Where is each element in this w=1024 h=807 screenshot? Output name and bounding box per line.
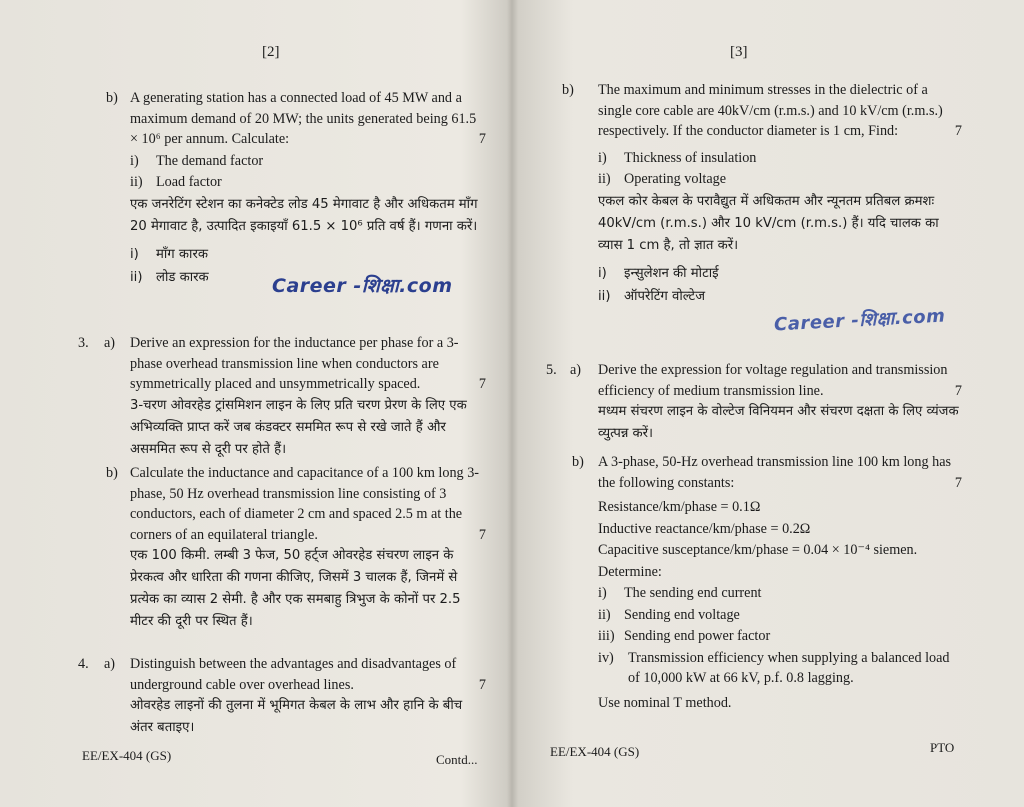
question-label: b) (106, 90, 118, 106)
right-page (512, 0, 1024, 807)
question-text: Derive the expression for voltage regulation and transmission efficiency of medium transmission line. 7 (598, 360, 962, 401)
question-label: a) (104, 656, 116, 672)
hindi-text: एक जनरेटिंग स्टेशन का कनेक्टेड लोड 45 मेगावाट है और अधिकतम माँग 20 मेगावाट है, उत्पादित इकाइयाँ 61.5 × 10⁶ प्रति वर्ष हैं। गणना करें। (130, 196, 478, 234)
question-number: 5. (546, 362, 557, 378)
marks: 7 (478, 526, 486, 543)
marks: 7 (954, 474, 962, 491)
sub-item: i) माँग कारक (130, 246, 208, 262)
question-label: b) (572, 454, 584, 470)
marks: 7 (478, 131, 486, 147)
sub-item: ii) Load factor (130, 174, 222, 190)
footer-code: EE/EX-404 (GS) (82, 748, 172, 763)
question-text: A 3-phase, 50-Hz overhead transmission line 100 km long has the following constants: 7 (598, 452, 962, 493)
marks: 7 (478, 676, 486, 693)
question-label: b) (106, 465, 118, 481)
sub-item: i) इन्सुलेशन की मोटाई (598, 265, 719, 281)
sub-item: ii) Operating voltage (598, 171, 727, 187)
constant-susceptance: Capacitive susceptance/km/phase = 0.04 × 10⁻⁴ siemen. (598, 542, 918, 558)
sub-item: i) The demand factor (130, 152, 264, 169)
left-page (0, 0, 500, 807)
footer-pto: PTO (930, 740, 955, 755)
marks: 7 (478, 376, 486, 392)
page-number: [3] (730, 44, 748, 60)
footer-contd: Contd... (436, 752, 478, 767)
sub-item: i) The sending end current (598, 585, 762, 601)
question-text: A generating station has a connected load of 45 MW and a maximum demand of 20 MW; the units generated being 61.5 × 10⁶ per annum. Calculate: 7 (130, 88, 486, 150)
marks: 7 (954, 123, 962, 139)
constant-reactance: Inductive reactance/km/phase = 0.2Ω (598, 520, 811, 537)
footer-code: EE/EX-404 (GS) (550, 744, 640, 759)
question-text: Derive an expression for the inductance per phase for a 3-phase overhead transmission line when conductors are symmetrically placed and unsymmetrically spaced. 7 (130, 333, 486, 395)
question-4a (78, 654, 486, 739)
question-number: 3. (78, 335, 89, 351)
hindi-text: ओवरहेड लाइनों की तुलना में भूमिगत केबल के लाभ और हानि के बीच अंतर बताइए। (130, 698, 463, 735)
question-3b (106, 463, 486, 633)
sub-item: ii) Sending end voltage (598, 606, 740, 623)
question-text: Distinguish between the advantages and disadvantages of underground cable over overhead lines. 7 (130, 654, 486, 695)
watermark: Career -शिक्षा.com (272, 275, 453, 297)
question-label: a) (104, 335, 116, 351)
constant-resistance: Resistance/km/phase = 0.1Ω (598, 499, 761, 515)
method-note: Use nominal T method. (598, 694, 732, 711)
determine-label: Determine: (598, 563, 662, 580)
hindi-text: एक 100 किमी. लम्बी 3 फेज, 50 हर्ट्ज ओवरहेड संचरण लाइन के प्रेरकत्व और धारिता की गणना कीजिए, जिसमें 3 चालक हैं, जिनमें से प्रत्येक का व्यास 2 सेमी. है और एक समबाहु त्रिभुज के कोनों पर 2.5 मीटर की दूरी पर स्थित हैं। (130, 548, 461, 629)
question-3a (78, 333, 486, 461)
question-4b (562, 80, 962, 309)
question-5a (546, 360, 962, 445)
sub-item: iv) Transmission efficiency when supplying a balanced load of 10,000 kW at 66 kV, p.f. 0.8 lagging. (598, 649, 950, 686)
page-number: [2] (262, 44, 280, 60)
hindi-text: एकल कोर केबल के परावैद्युत में अधिकतम और न्यूनतम प्रतिबल क्रमशः 40kV/cm (r.m.s.) और 10 kV/cm (r.m.s.) हैं। यदि चालक का व्यास 1 cm है, तो ज्ञात करें। (598, 193, 939, 253)
question-number: 4. (78, 656, 89, 672)
marks: 7 (954, 382, 962, 399)
hindi-text: मध्यम संचरण लाइन के वोल्टेज विनियमन और संचरण दक्षता के लिए व्यंजक व्युत्पन्न करें। (598, 404, 959, 441)
watermark: Career -शिक्षा.com (773, 305, 946, 336)
sub-item: iii) Sending end power factor (598, 628, 771, 644)
question-5b (572, 452, 962, 714)
sub-item: ii) ऑपरेटिंग वोल्टेज (598, 288, 705, 304)
question-label: a) (570, 362, 582, 378)
sub-item: ii) लोड कारक (130, 269, 209, 285)
question-label: b) (562, 82, 574, 98)
hindi-text: 3-चरण ओवरहेड ट्रांसमिशन लाइन के लिए प्रति चरण प्रेरण के लिए एक अभिव्यक्ति प्राप्त करें जब कंडक्टर सममित रूप से रखे जाते हैं और असममित रूप से दूरी पर होते हैं। (130, 397, 467, 457)
question-text: Calculate the inductance and capacitance of a 100 km long 3-phase, 50 Hz overhead transmission line consisting of 3 conductors, each of diameter 2 cm and spaced 2.5 m at the corners of an equilateral triangle. 7 (130, 463, 486, 545)
sub-item: i) Thickness of insulation (598, 149, 757, 166)
question-text: The maximum and minimum stresses in the dielectric of a single core cable are 40kV/cm (r.m.s.) and 10 kV/cm (r.m.s.) respectively. If the conductor diameter is 1 cm, Find: 7 (598, 80, 962, 142)
question-2b (106, 88, 486, 290)
